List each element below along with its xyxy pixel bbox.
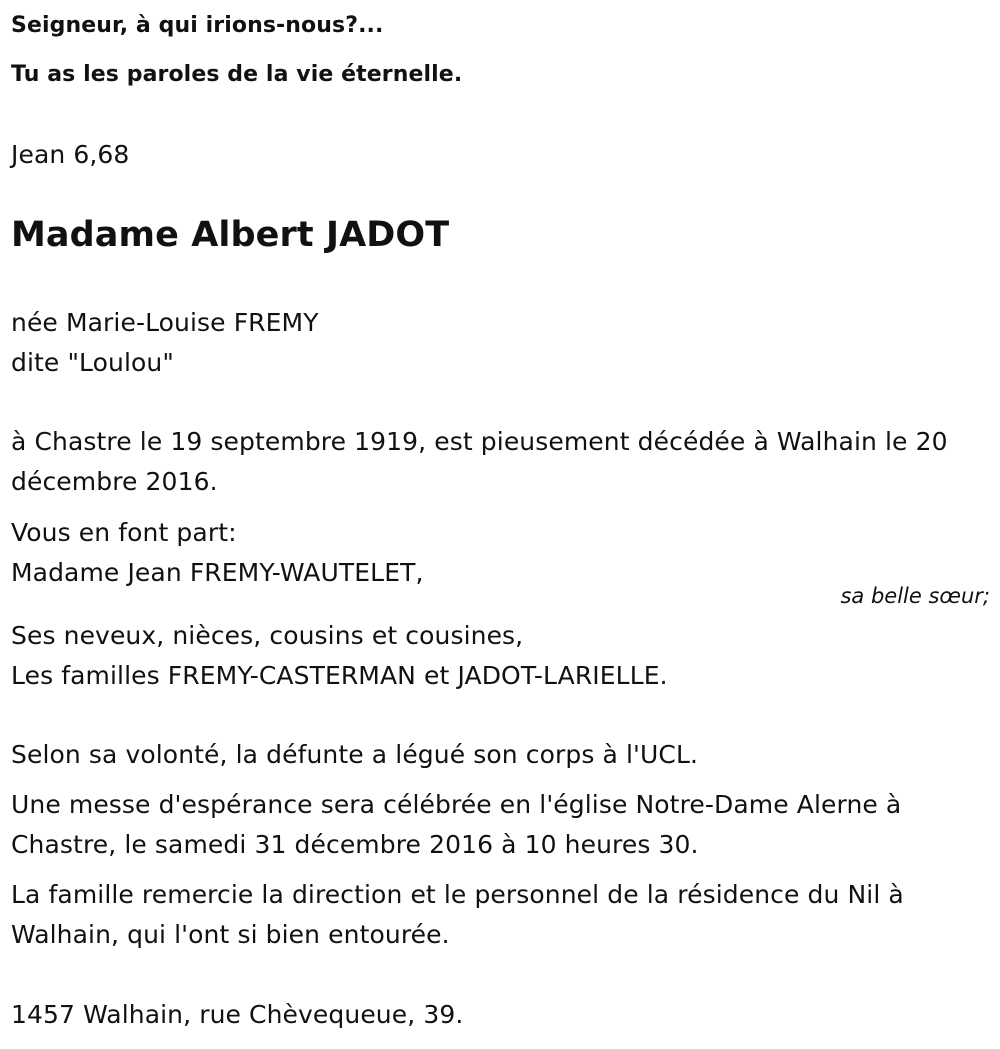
body-donation-note: Selon sa volonté, la défunte a légué son corps à l'UCL.: [11, 740, 699, 769]
verse-line-1: Seigneur, à qui irions-nous?...: [11, 13, 384, 38]
nickname: dite "Loulou": [11, 348, 174, 377]
verse-reference: Jean 6,68: [11, 140, 130, 169]
thanks-line-2: Walhain, qui l'ont si bien entourée.: [11, 920, 450, 949]
announcement-intro: Vous en font part:: [11, 518, 237, 547]
birth-death-line-2: décembre 2016.: [11, 467, 218, 496]
maiden-name: née Marie-Louise FREMY: [11, 308, 319, 337]
families: Les familles FREMY-CASTERMAN et JADOT-LARIELLE.: [11, 661, 668, 690]
family-relation: sa belle sœur;: [840, 584, 990, 608]
verse-line-2: Tu as les paroles de la vie éternelle.: [11, 62, 463, 87]
address: 1457 Walhain, rue Chèvequeue, 39.: [11, 1000, 464, 1029]
mass-line-1: Une messe d'espérance sera célébrée en l'église Notre-Dame Alerne à: [11, 790, 902, 819]
family-member: Madame Jean FREMY-WAUTELET,: [11, 558, 424, 587]
mass-line-2: Chastre, le samedi 31 décembre 2016 à 10 heures 30.: [11, 830, 699, 859]
thanks-line-1: La famille remercie la direction et le personnel de la résidence du Nil à: [11, 880, 904, 909]
birth-death-line-1: à Chastre le 19 septembre 1919, est pieusement décédée à Walhain le 20: [11, 427, 948, 456]
deceased-name: Madame Albert JADOT: [11, 215, 450, 255]
relatives: Ses neveux, nièces, cousins et cousines,: [11, 621, 524, 650]
